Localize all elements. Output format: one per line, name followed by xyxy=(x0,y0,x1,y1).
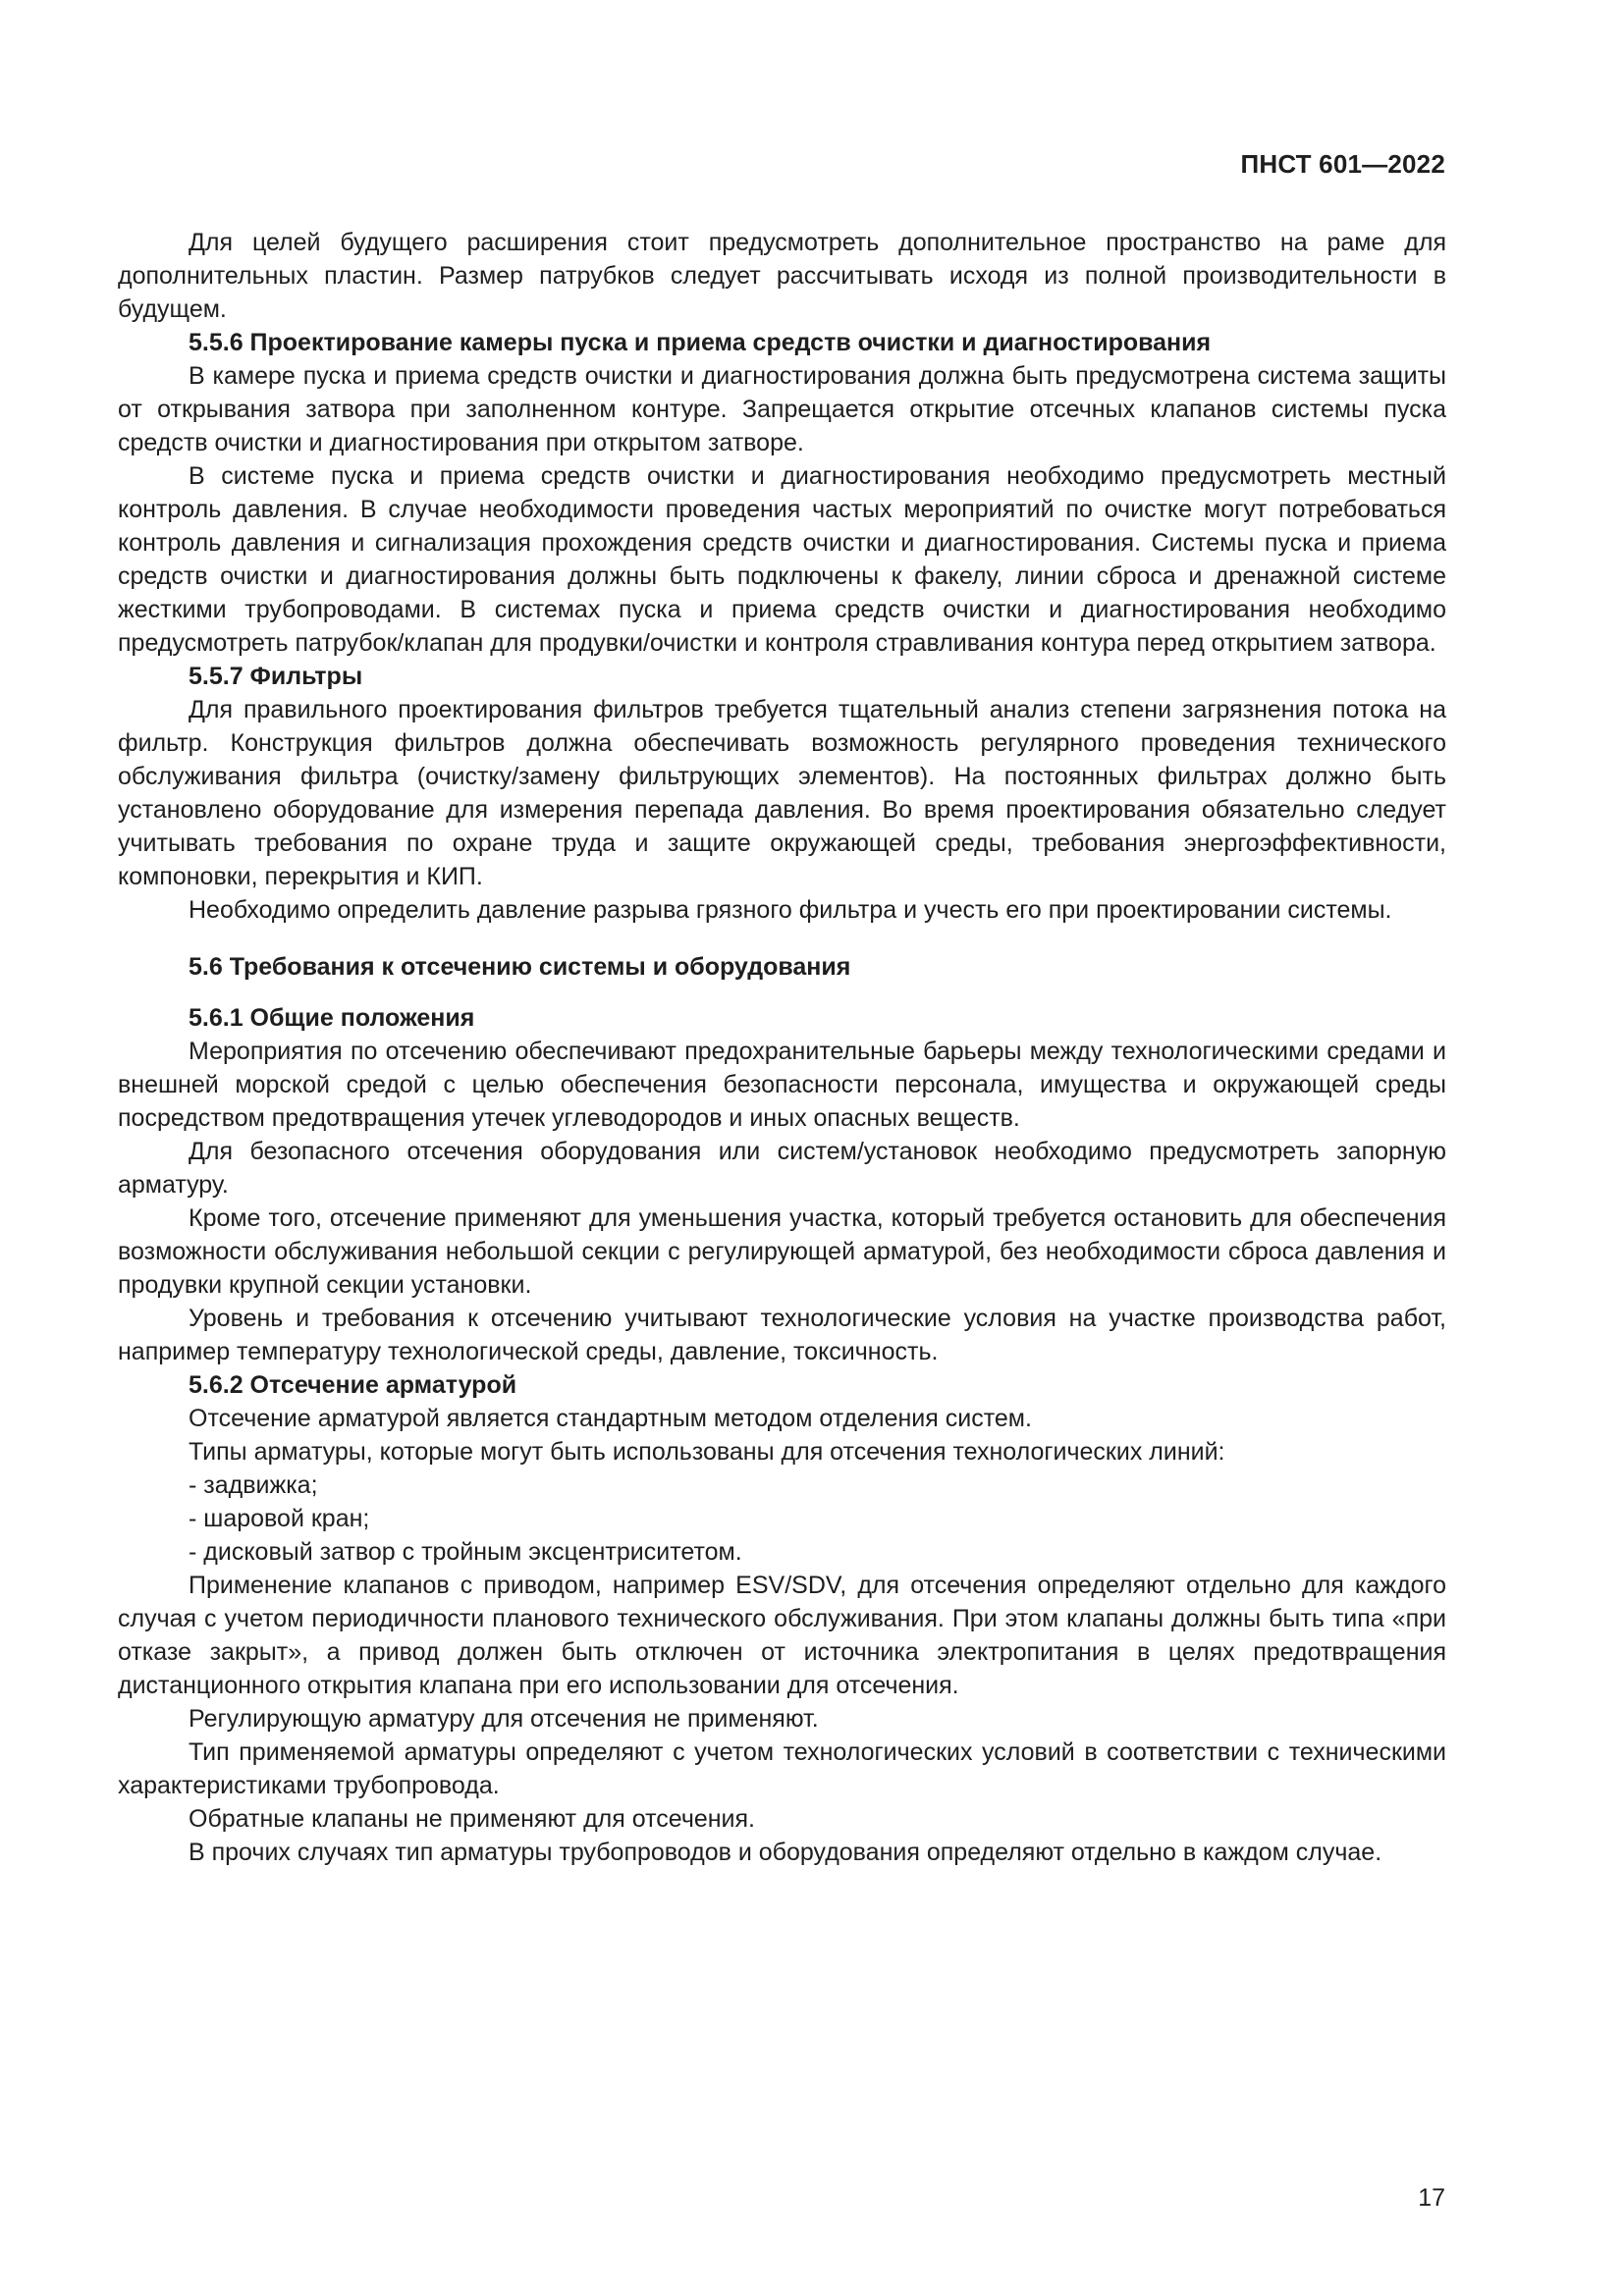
body-paragraph: Обратные клапаны не применяют для отсечения. xyxy=(189,1805,756,1833)
body-paragraph: Для правильного проектирования фильтров требуется тщательный анализ степени загрязнения потока на фильтр. Конструкция фильтров должна обеспечивать возможность регулярного проведения технического обслуживания фильтра (очистку/замену фильтрующих элементов). На постоянных фильтрах должно быть установлено оборудование для измерения перепада давления. Во время проектирования обязательно следует учитывать требования по охране труда и защите окружающей среды, требования энергоэффективности, компоновки, перекрытия и КИП. xyxy=(118,696,1446,890)
body-paragraph: Для целей будущего расширения стоит предусмотреть дополнительное пространство на раме для дополнительных пластин. Размер патрубков следует рассчитывать исходя из полной производительности в будущем. xyxy=(118,229,1446,323)
body-paragraph: В прочих случаях тип арматуры трубопроводов и оборудования определяют отдельно в каждом случае. xyxy=(189,1839,1382,1866)
body-paragraph: В системе пуска и приема средств очистки и диагностирования необходимо предусмотреть местный контроль давления. В случае необходимости проведения частых мероприятий по очистке могут потребоваться контроль давления и сигнализация прохождения средств очистки и диагностирования. Системы пуска и приема средств очистки и диагностирования должны быть подключены к факелу, линии сброса и дренажной системе жесткими трубопроводами. В системах пуска и приема средств очистки и диагностирования необходимо предусмотреть патрубок/клапан для продувки/очистки и контроля стравливания контура перед открытием затвора. xyxy=(118,462,1446,657)
body-paragraph: Для безопасного отсечения оборудования или систем/установок необходимо предусмотреть запорную арматуру. xyxy=(118,1138,1446,1199)
document-code: ПНСТ 601—2022 xyxy=(1240,149,1445,179)
body-paragraph: Применение клапанов с приводом, например ESV/SDV, для отсечения определяют отдельно для каждого случая с учетом периодичности планового технического обслуживания. При этом клапаны должны быть типа «при отказе закрыт», а привод должен быть отключен от источника электропитания в целях предотвращения дистанционного открытия клапана при его использовании для отсечения. xyxy=(118,1572,1446,1699)
body-paragraph: Необходимо определить давление разрыва грязного фильтра и учесть его при проектировании системы. xyxy=(189,896,1392,924)
page-number: 17 xyxy=(1418,2184,1445,2212)
document-body xyxy=(118,226,1446,1869)
body-paragraph: Мероприятия по отсечению обеспечивают предохранительные барьеры между технологическими средами и внешней морской средой с целью обеспечения безопасности персонала, имущества и окружающей среды посредством предотвращения утечек углеводородов и иных опасных веществ. xyxy=(118,1038,1446,1132)
section-title: 5.6 Требования к отсечению системы и оборудования xyxy=(189,953,851,981)
section-heading: 5.5.7 Фильтры xyxy=(189,663,363,690)
body-paragraph: Отсечение арматурой является стандартным методом отделения систем. xyxy=(189,1405,1032,1432)
list-item: - шаровой кран; xyxy=(189,1505,370,1532)
body-paragraph: Типы арматуры, которые могут быть использованы для отсечения технологических линий: xyxy=(189,1438,1225,1466)
section-heading: 5.5.6 Проектирование камеры пуска и приема средств очистки и диагностирования xyxy=(189,329,1212,356)
body-paragraph: Тип применяемой арматуры определяют с учетом технологических условий в соответствии с техническими характеристиками трубопровода. xyxy=(118,1738,1446,1799)
body-paragraph: В камере пуска и приема средств очистки и диагностирования должна быть предусмотрена система защиты от открывания затвора при заполненном контуре. Запрещается открытие отсечных клапанов системы пуска средств очистки и диагностирования при открытом затворе. xyxy=(118,362,1446,456)
body-paragraph: Регулирующую арматуру для отсечения не применяют. xyxy=(189,1705,819,1733)
section-heading: 5.6.1 Общие положения xyxy=(189,1004,475,1032)
body-paragraph: Уровень и требования к отсечению учитывают технологические условия на участке производства работ, например температуру технологической среды, давление, токсичность. xyxy=(118,1305,1446,1365)
body-paragraph: Кроме того, отсечение применяют для уменьшения участка, который требуется остановить для обеспечения возможности обслуживания небольшой секции с регулирующей арматурой, без необходимости сброса давления и продувки крупной секции установки. xyxy=(118,1204,1446,1299)
section-heading: 5.6.2 Отсечение арматурой xyxy=(189,1371,517,1399)
list-item: - дисковый затвор с тройным эксцентриситетом. xyxy=(189,1538,742,1566)
list-item: - задвижка; xyxy=(189,1471,318,1499)
